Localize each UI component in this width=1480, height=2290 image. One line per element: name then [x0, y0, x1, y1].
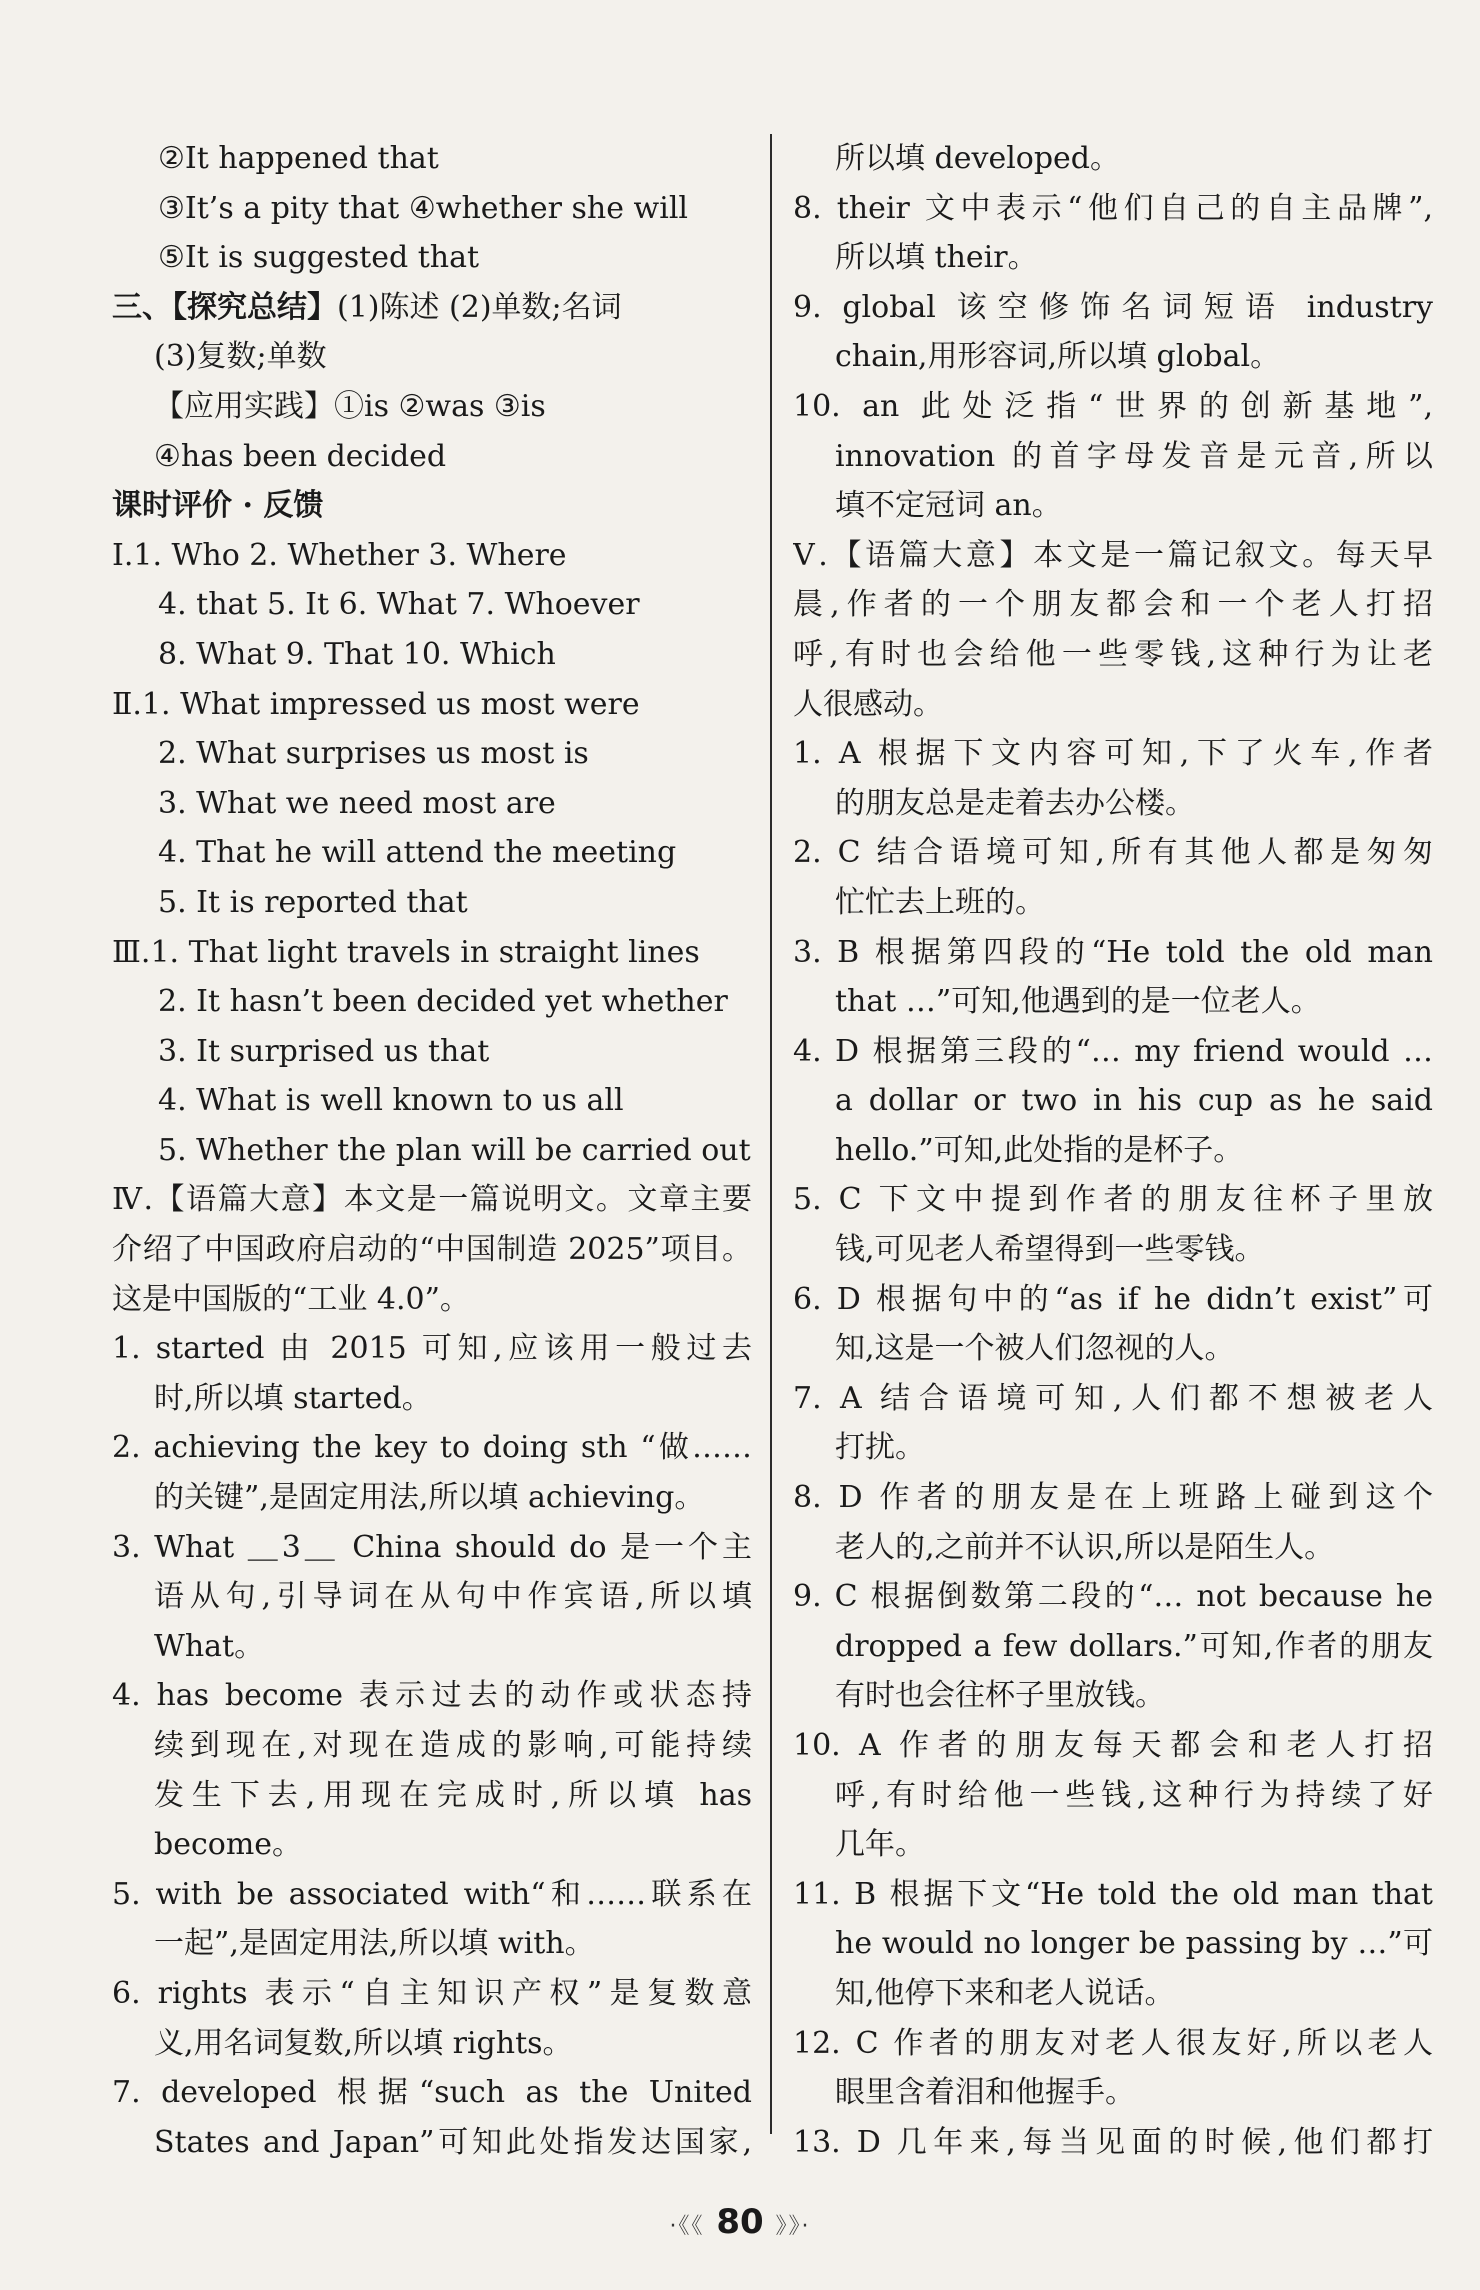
text-line: dropped a few dollars.”可知,作者的朋友: [835, 1628, 1433, 1664]
text-line: 5. It is reported that: [158, 884, 468, 920]
text-line: 5. C 下文中提到作者的朋友往杯子里放: [793, 1182, 1433, 1218]
text-line: 8. their 文中表示“他们自己的自主品牌”,: [793, 190, 1433, 226]
text-line: 6. rights 表示“自主知识产权”是复数意: [112, 1975, 752, 2011]
text-line: 时,所以填 started。: [154, 1380, 432, 1416]
text-line: 课时评价 · 反馈: [112, 488, 324, 524]
text-line: 4. D 根据第三段的“… my friend would …: [793, 1033, 1433, 1069]
text-line: Ⅴ.【语篇大意】本文是一篇记叙文。每天早: [793, 537, 1433, 573]
text-line: 【应用实践】①is ②was ③is: [154, 388, 546, 424]
text-line: 晨,作者的一个朋友都会和一个老人打招: [793, 587, 1433, 623]
text-line: 钱,可见老人希望得到一些零钱。: [835, 1232, 1265, 1268]
text-line: 1. A 根据下文内容可知,下了火车,作者: [793, 736, 1433, 772]
text-line: 语从句,引导词在从句中作宾语,所以填: [154, 1579, 752, 1615]
text-line: 人很感动。: [793, 686, 943, 722]
text-line: that …”可知,他遇到的是一位老人。: [835, 984, 1321, 1020]
text-line: chain,用形容词,所以填 global。: [835, 339, 1281, 375]
text-line: 8. What 9. That 10. Which: [158, 636, 556, 672]
text-line: 10. an 此处泛指“世界的创新基地”,: [793, 388, 1433, 424]
text-line: 3. What ＿3＿ China should do 是一个主: [112, 1529, 752, 1565]
text-line: Ⅰ.1. Who 2. Whether 3. Where: [112, 537, 567, 573]
text-line: Ⅲ.1. That light travels in straight lines: [112, 934, 700, 970]
text-line: 3. It surprised us that: [158, 1033, 490, 1069]
page-number-right-deco: 》》·: [775, 2214, 811, 2239]
text-line: 7. A 结合语境可知,人们都不想被老人: [793, 1380, 1433, 1416]
text-line: 4. has become 表示过去的动作或状态持: [112, 1678, 752, 1714]
page-footer: [0, 2202, 1480, 2242]
text-line: 1. started 由 2015 可知,应该用一般过去: [112, 1331, 752, 1367]
text-line: 9. C 根据倒数第二段的“… not because he: [793, 1579, 1433, 1615]
text-line: 有时也会往杯子里放钱。: [835, 1678, 1165, 1714]
right-column: [793, 134, 1433, 2167]
column-divider: [770, 134, 772, 2134]
text-line: 呼,有时给他一些钱,这种行为持续了好: [835, 1777, 1433, 1813]
text-line: 4. that 5. It 6. What 7. Whoever: [158, 587, 640, 623]
text-line: hello.”可知,此处指的是杯子。: [835, 1132, 1244, 1168]
text-line: 3. What we need most are: [158, 785, 556, 821]
text-line: 介绍了中国政府启动的“中国制造 2025”项目。: [112, 1232, 752, 1268]
text-line: 填不定冠词 an。: [835, 488, 1062, 524]
text-line: ②It happened that: [158, 141, 439, 176]
text-line: 12. C 作者的朋友对老人很友好,所以老人: [793, 2025, 1433, 2061]
text-line: innovation 的首字母发音是元音,所以: [835, 438, 1433, 474]
text-line: 续到现在,对现在造成的影响,可能持续: [154, 1728, 752, 1763]
text-line: 知,他停下来和老人说话。: [835, 1975, 1175, 2011]
left-column: [112, 134, 752, 2167]
text-line: ⑤It is suggested that: [158, 240, 480, 276]
text-line: 的朋友总是走着去办公楼。: [835, 785, 1195, 821]
text-line: 一起”,是固定用法,所以填 with。: [154, 1926, 595, 1962]
text-line: 5. with be associated with“和……联系在: [112, 1876, 752, 1912]
text-line: ③It’s a pity that ④whether she will: [158, 190, 689, 226]
text-line: 2. achieving the key to doing sth “做……: [112, 1430, 752, 1466]
text-line: 7. developed 根据“such as the United: [112, 2075, 752, 2111]
text-line: 4. What is well known to us all: [158, 1083, 624, 1119]
text-line: 发生下去,用现在完成时,所以填 has: [154, 1777, 752, 1813]
text-line: 9. global 该空修饰名词短语 industry: [793, 289, 1433, 325]
text-line: What。: [154, 1628, 265, 1664]
text-line: 13. D 几年来,每当见面的时候,他们都打: [793, 2124, 1433, 2160]
text-line: ④has been decided: [154, 438, 447, 474]
text-line: 这是中国版的“工业 4.0”。: [112, 1281, 470, 1317]
text-line: Ⅳ.【语篇大意】本文是一篇说明文。文章主要: [112, 1182, 752, 1218]
text-line: become。: [154, 1827, 303, 1863]
text-line: 5. Whether the plan will be carried out: [158, 1132, 751, 1168]
text-line: 2. It hasn’t been decided yet whether: [158, 984, 728, 1020]
text-line: 呼,有时也会给他一些零钱,这种行为让老: [793, 636, 1433, 672]
text-line: a dollar or two in his cup as he said: [835, 1083, 1433, 1119]
text-line: 打扰。: [835, 1430, 925, 1466]
text-line: 2. What surprises us most is: [158, 736, 589, 772]
text-line: States and Japan”可知此处指发达国家,: [154, 2124, 752, 2160]
text-line: 所以填 developed。: [835, 141, 1121, 176]
page-number-left-deco: ·《《: [669, 2214, 705, 2239]
text-line: 4. That he will attend the meeting: [158, 835, 677, 871]
text-line: 2. C 结合语境可知,所有其他人都是匆匆: [793, 835, 1433, 871]
text-line: Ⅱ.1. What impressed us most were: [112, 686, 640, 722]
text-line: 6. D 根据句中的“as if he didn’t exist”可: [793, 1281, 1433, 1317]
text-line: 老人的,之前并不认识,所以是陌生人。: [835, 1529, 1335, 1565]
text-line: 知,这是一个被人们忽视的人。: [835, 1331, 1235, 1367]
text-line: 眼里含着泪和他握手。: [835, 2075, 1135, 2111]
text-line: 3. B 根据第四段的“He told the old man: [793, 934, 1433, 970]
section-heading: 三、【探究总结】: [112, 289, 337, 325]
text-line: 义,用名词复数,所以填 rights。: [154, 2025, 573, 2061]
text-line: 几年。: [835, 1827, 925, 1863]
text-line: [112, 283, 752, 333]
text-line: 10. A 作者的朋友每天都会和老人打招: [793, 1728, 1433, 1763]
page-number: 80: [716, 2202, 764, 2242]
text-line: 的关键”,是固定用法,所以填 achieving。: [154, 1480, 705, 1516]
section-text: (1)陈述 (2)单数;名词: [337, 289, 622, 325]
text-line: 8. D 作者的朋友是在上班路上碰到这个: [793, 1480, 1433, 1516]
text-line: 忙忙去上班的。: [835, 884, 1045, 920]
text-line: he would no longer be passing by …”可: [835, 1926, 1433, 1962]
text-line: 11. B 根据下文“He told the old man that: [793, 1876, 1433, 1912]
text-line: 所以填 their。: [835, 240, 1038, 276]
text-line: (3)复数;单数: [154, 339, 327, 375]
